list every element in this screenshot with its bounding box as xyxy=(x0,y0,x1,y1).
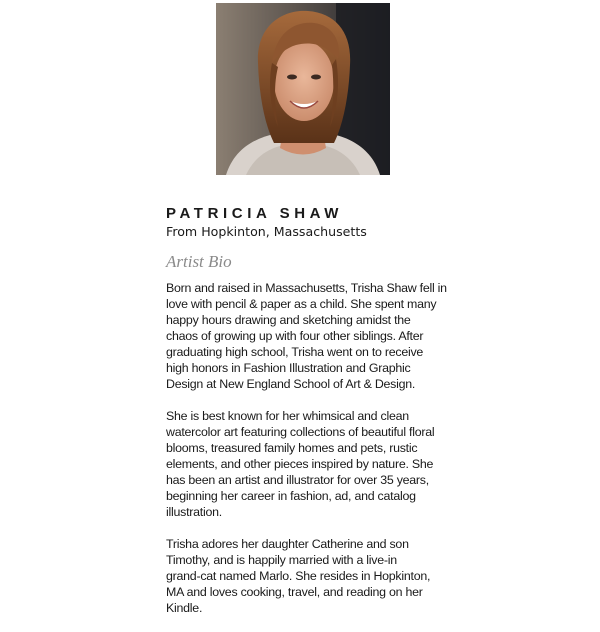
bio-line: grand-cat named Marlo. She resides in Hopkinton, xyxy=(166,569,431,583)
bio-line: blooms, treasured family homes and pets, rustic xyxy=(166,441,418,455)
artist-name: PATRICIA SHAW xyxy=(166,205,344,222)
section-title: Artist Bio xyxy=(166,252,232,271)
artist-location: From Hopkinton, Massachusetts xyxy=(166,224,367,239)
bio-line: love with pencil & paper as a child. She spent many xyxy=(166,297,437,311)
bio-paragraph xyxy=(166,536,466,616)
bio-paragraph xyxy=(166,280,466,392)
bio-paragraph xyxy=(166,408,466,520)
bio-line: beginning her career in fashion, ad, and catalog xyxy=(166,489,416,503)
bio-line: Trisha adores her daughter Catherine and son xyxy=(166,537,409,551)
bio-line: graduating high school, Trisha went on to receive xyxy=(166,345,424,359)
bio-line: Timothy, and is happily married with a live-in xyxy=(166,553,397,567)
bio-line: elements, and other pieces inspired by nature. She xyxy=(166,457,434,471)
bio-line: Design at New England School of Art & Design. xyxy=(166,377,416,391)
bio-line: Kindle. xyxy=(166,601,203,615)
bio-line: watercolor art featuring collections of beautiful floral xyxy=(166,425,435,439)
bio-line: illustration. xyxy=(166,505,222,519)
bio-line: high honors in Fashion Illustration and Graphic xyxy=(166,361,411,375)
bio-line: She is best known for her whimsical and clean xyxy=(166,409,409,423)
bio-line: happy hours drawing and sketching amidst the xyxy=(166,313,411,327)
bio-line: chaos of growing up with four other siblings. After xyxy=(166,329,424,343)
bio-line: Born and raised in Massachusetts, Trisha Shaw fell in xyxy=(166,281,447,295)
bio-line: MA and loves cooking, travel, and reading on her xyxy=(166,585,423,599)
portrait-photo xyxy=(216,3,390,175)
bio-line: has been an artist and illustrator for over 35 years, xyxy=(166,473,429,487)
bio-text xyxy=(166,280,466,632)
